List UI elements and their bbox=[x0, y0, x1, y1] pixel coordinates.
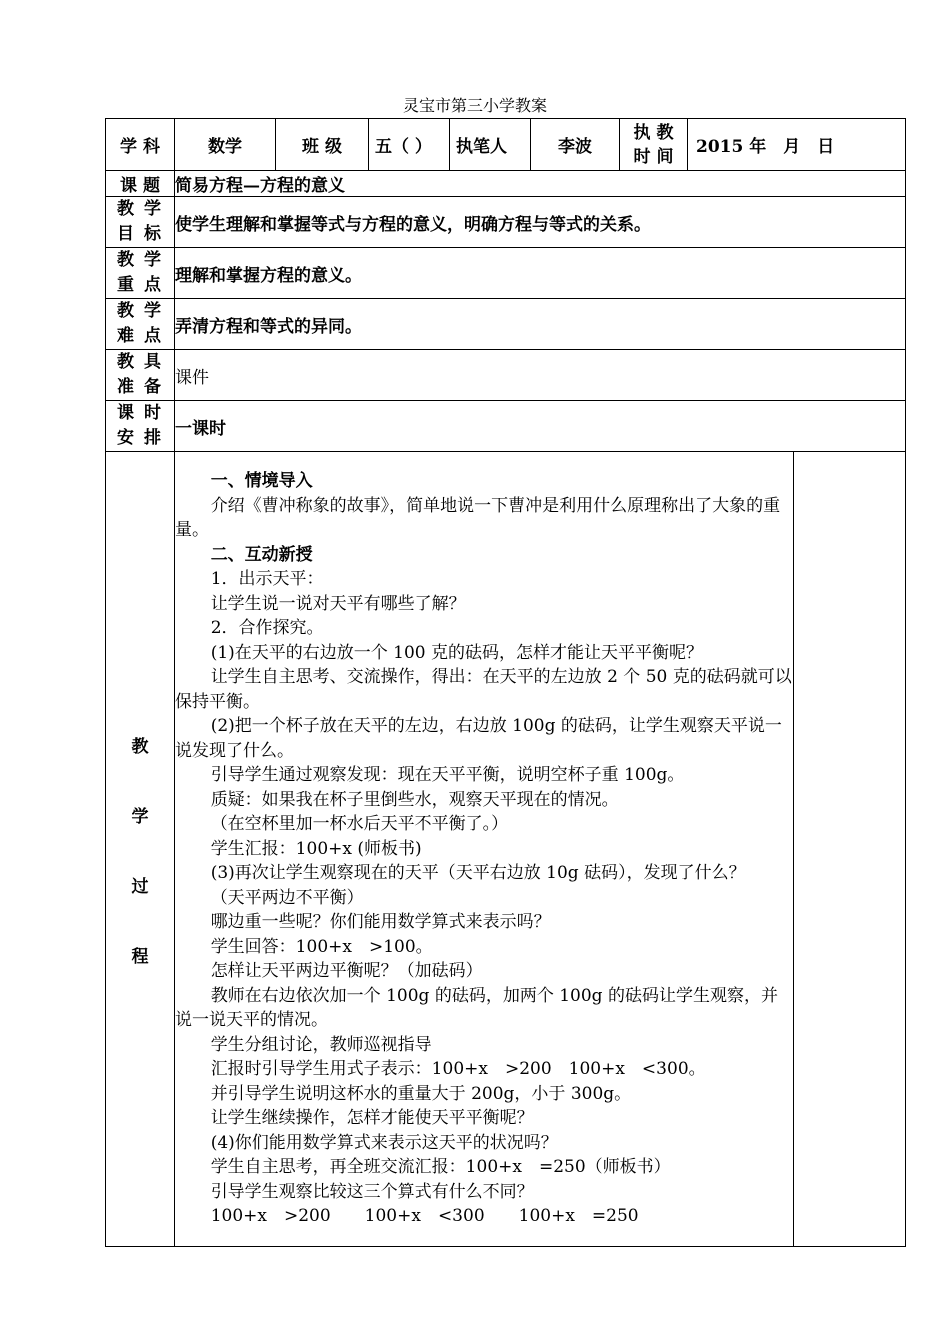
schedule-label-line1: 课 时 bbox=[117, 403, 163, 423]
goal-label-line1: 教 学 bbox=[117, 199, 163, 219]
topic-value: 简易方程—方程的意义 bbox=[175, 171, 906, 197]
process-line: 质疑：如果我在杯子里倒些水，观察天平现在的情况。 bbox=[210, 789, 619, 810]
schedule-label bbox=[106, 401, 175, 452]
process-label-char: 学 bbox=[131, 806, 149, 827]
goal-label bbox=[106, 197, 175, 248]
key-point-value: 理解和掌握方程的意义。 bbox=[175, 248, 906, 299]
key-point-label-line1: 教 学 bbox=[117, 250, 163, 270]
section-heading: 二、互动新授 bbox=[210, 544, 313, 565]
page-title: 灵宝市第三小学教案 bbox=[402, 96, 547, 115]
schedule-row bbox=[106, 401, 906, 452]
process-line: 引导学生观察比较这三个算式有什么不同？ bbox=[210, 1181, 534, 1202]
tools-value: 课件 bbox=[175, 350, 906, 401]
difficulty-label-line2: 难 点 bbox=[117, 326, 163, 346]
process-line: (2)把一个杯子放在天平的左边，右边放 100g 的砝码，让学生观察天平说一说发现了什么。 bbox=[175, 716, 782, 761]
lesson-plan-table bbox=[105, 118, 906, 1247]
process-line: 学生回答：100+x >100。 bbox=[210, 936, 433, 957]
section-heading: 一、情境导入 bbox=[210, 471, 313, 492]
process-line: 学生分组讨论，教师巡视指导 bbox=[210, 1034, 432, 1055]
process-line: 介绍《曹冲称象的故事》，简单地说一下曹冲是利用什么原理称出了大象的重量。 bbox=[175, 495, 781, 541]
process-line: 学生自主思考，再全班交流汇报：100+x =250（师板书） bbox=[210, 1157, 671, 1178]
topic-label: 课 题 bbox=[106, 171, 175, 197]
process-label-char: 教 bbox=[131, 736, 149, 757]
process-label bbox=[106, 452, 175, 1247]
process-line: 让学生自主思考、交流操作，得出：在天平的左边放 2 个 50 克的砝码就可以保持平衡。 bbox=[175, 667, 792, 712]
process-line: 引导学生通过观察发现：现在天平平衡，说明空杯子重 100g。 bbox=[210, 765, 685, 786]
process-line: 让学生说一说对天平有哪些了解？ bbox=[210, 593, 466, 614]
author-label: 执笔人 bbox=[450, 119, 531, 171]
process-line: 1．出示天平： bbox=[210, 569, 324, 590]
header-row bbox=[106, 119, 906, 171]
subject-value: 数学 bbox=[175, 119, 276, 171]
process-line: (4)你们能用数学算式来表示这天平的状况吗？ bbox=[210, 1132, 558, 1153]
process-line: 让学生继续操作，怎样才能使天平平衡呢？ bbox=[210, 1108, 534, 1129]
difficulty-label-line1: 教 学 bbox=[117, 301, 163, 321]
process-line: 2．合作探究。 bbox=[210, 618, 324, 639]
process-line: （天平两边不平衡） bbox=[210, 887, 364, 908]
class-label: 班 级 bbox=[276, 119, 369, 171]
process-line: (3)再次让学生观察现在的天平（天平右边放 10g 砝码），发现了什么？ bbox=[210, 863, 746, 884]
schedule-value: 一课时 bbox=[175, 401, 906, 452]
process-line: (1)在天平的右边放一个 100 克的砝码，怎样才能让天平平衡呢？ bbox=[210, 642, 704, 663]
tools-label-line1: 教 具 bbox=[117, 352, 163, 372]
tools-label bbox=[106, 350, 175, 401]
process-label-char: 程 bbox=[131, 946, 149, 967]
difficulty-row bbox=[106, 299, 906, 350]
process-line: 汇报时引导学生用式子表示：100+x >200 100+x <300。 bbox=[210, 1059, 706, 1080]
process-notes-column bbox=[794, 452, 906, 1247]
difficulty-value: 弄清方程和等式的异同。 bbox=[175, 299, 906, 350]
process-row bbox=[106, 452, 906, 1247]
process-line: 哪边重一些呢？你们能用数学算式来表示吗？ bbox=[210, 912, 551, 933]
process-content bbox=[175, 452, 794, 1247]
class-value: 五（ ） bbox=[369, 119, 450, 171]
teach-time-label-line2: 时 间 bbox=[633, 146, 674, 167]
process-line: 100+x >200 100+x <300 100+x =250 bbox=[210, 1206, 639, 1227]
goal-label-line2: 目 标 bbox=[117, 224, 163, 244]
process-line: 怎样让天平两边平衡呢？（加砝码） bbox=[210, 961, 483, 982]
date-value: 2015 年 月 日 bbox=[688, 119, 906, 171]
process-line: 学生汇报：100+x (师板书) bbox=[210, 838, 422, 859]
teach-time-label-line1: 执 教 bbox=[633, 122, 674, 143]
goal-row bbox=[106, 197, 906, 248]
process-line: 并引导学生说明这杯水的重量大于 200g，小于 300g。 bbox=[210, 1083, 632, 1104]
process-label-char: 过 bbox=[131, 876, 149, 897]
process-line: 教师在右边依次加一个 100g 的砝码，加两个 100g 的砝码让学生观察，并说一说天平的情况。 bbox=[175, 985, 778, 1031]
teach-time-label bbox=[620, 119, 688, 171]
tools-label-line2: 准 备 bbox=[117, 377, 163, 397]
key-point-row bbox=[106, 248, 906, 299]
subject-label: 学 科 bbox=[106, 119, 175, 171]
schedule-label-line2: 安 排 bbox=[117, 428, 163, 448]
tools-row bbox=[106, 350, 906, 401]
process-line: （在空杯里加一杯水后天平不平衡了。） bbox=[210, 814, 509, 835]
difficulty-label bbox=[106, 299, 175, 350]
topic-row bbox=[106, 171, 906, 197]
goal-value: 使学生理解和掌握等式与方程的意义，明确方程与等式的关系。 bbox=[175, 197, 906, 248]
key-point-label bbox=[106, 248, 175, 299]
author-value: 李波 bbox=[531, 119, 620, 171]
key-point-label-line2: 重 点 bbox=[117, 275, 163, 295]
